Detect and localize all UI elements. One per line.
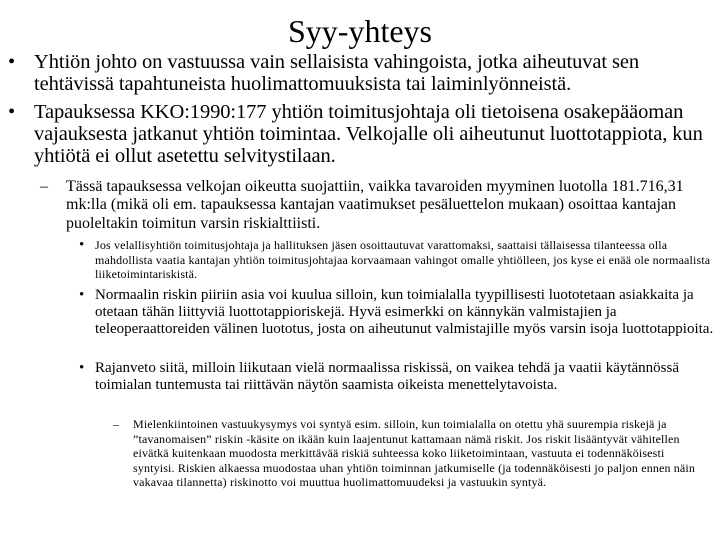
bullet-marker: •	[79, 237, 85, 253]
sub-sub-item-1	[79, 237, 715, 282]
level4-item-1	[113, 417, 703, 490]
dash-marker: –	[113, 417, 120, 431]
bullet-marker: •	[8, 101, 16, 123]
slide-title: Syy-yhteys	[288, 13, 432, 49]
sub-sub-item-3	[79, 360, 715, 394]
sub-sub-item-text: Normaalin riskin piiriin asia voi kuulua silloin, kun toimialalla tyypillisesti luototetaan asiakkaita ja otetaan tähän liittyviä luottotappioriskejä. Hyvä esimerkki on kännykän valmistajien ja teleoperaattoreiden välinen luototus, josta on aiheutunut valmistajille myös varsin isoja luottotappioita.	[95, 287, 714, 337]
sub-item-text: Tässä tapauksessa velkojan oikeutta suojattiin, vaikka tavaroiden myyminen luotolla 181.716,31 mk:lla (mikä oli em. tapauksessa kantajan vaatimukset pesäluettelon mukaan) osoittaa kantajan puoleltakin toimitun varsin riskialttiisti.	[66, 178, 684, 232]
sub-item-1	[40, 178, 712, 233]
dash-marker: –	[40, 178, 48, 195]
bullet-text: Yhtiön johto on vastuussa vain sellaisista vahingoista, jotka aiheutuvat sen tehtävissä tapahtuneista huolimattomuuksista tai laiminlyönneistä.	[34, 51, 640, 95]
bullet-item-2	[8, 101, 718, 167]
bullet-item-1	[8, 51, 718, 95]
sub-sub-item-2	[79, 287, 715, 338]
bullet-text: Tapauksessa KKO:1990:177 yhtiön toimitusjohtaja oli tietoisena osakepääoman vajauksesta jatkanut yhtiön toimintaa. Velkojalle oli aiheutunut luottotappiota, kun yhtiötä ei ollut asetettu selvitystilaan.	[34, 101, 703, 167]
level4-item-text: Mielenkiintoinen vastuukysymys voi syntyä esim. silloin, kun toimialalla on otettu yhä suurempia riskejä ja ”tavanomaisen” riskin -käsite on ikään kuin laajentunut kattamaan nämä riskit. Jos riskit lisääntyvät vähitellen eivätkä kuitenkaan muodosta merkittävää riskiä suhteessa koko liiketoimintaan, vastuuta ei todennäköisesti syntyisi. Riskien alkaessa muodostaa uhan yhtiön toiminnan jatkumiselle (ja todennäköisesti jo paljon ennen näin vakavaa tilannetta) riskinotto voi muuttua huolimattomuudeksi ja vastuukin syntyä.	[133, 417, 696, 489]
bullet-marker: •	[79, 287, 85, 303]
sub-sub-item-text: Jos velallisyhtiön toimitusjohtaja ja hallituksen jäsen osoittautuvat varattomaksi, saattaisi tällaisessa tilanteessa olla mahdollista vaatia kantajan yhtiön toimitusjohtajaa korvaamaan vahingot omalle yhtiölleen, jos kyse ei enää ole normaalista liiketoimintariskistä.	[95, 238, 711, 281]
bullet-marker: •	[79, 360, 85, 376]
sub-sub-item-text: Rajanveto siitä, milloin liikutaan vielä normaalissa riskissä, on vaikea tehdä ja vaatii käytännössä toimialan tuntemusta tai riittävän näytön saamista oikeista menettelytavoista.	[95, 360, 680, 393]
bullet-marker: •	[8, 51, 16, 73]
